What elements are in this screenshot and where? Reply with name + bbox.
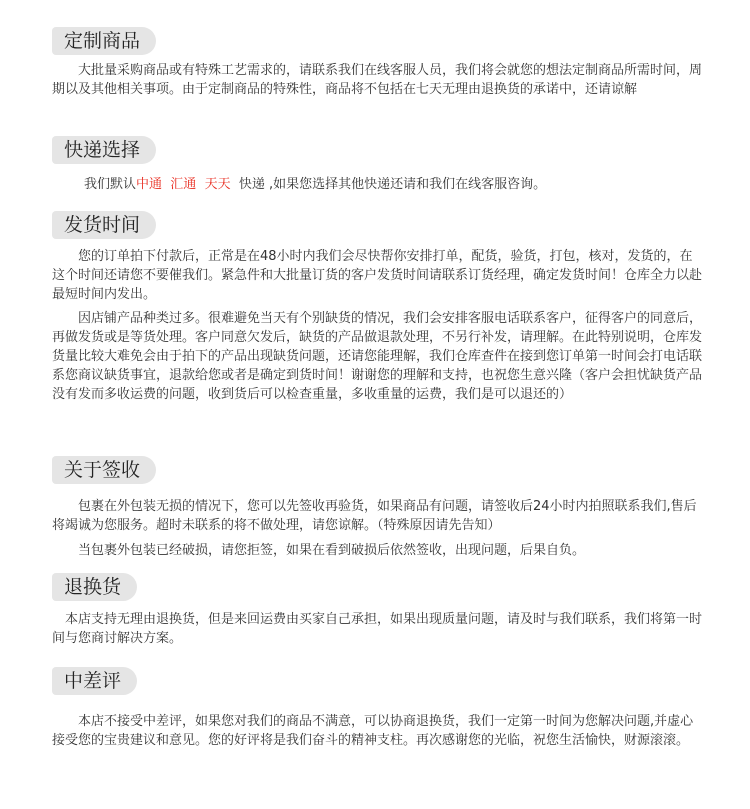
courier-prefix: 我们默认 [84, 177, 137, 192]
courier-zhongtong: 中通 [136, 177, 163, 192]
section-title-returns: 退换货 [52, 573, 137, 601]
section-title-reviews: 中差评 [52, 667, 137, 695]
section-title-shipping-time: 发货时间 [52, 211, 156, 239]
courier-text [84, 175, 704, 194]
courier-tiantian: 天天 [204, 177, 231, 192]
receipt-text-2: 当包裹外包装已经破损，请您拒签，如果在看到破损后依然签收，出现问题，后果自负。 [52, 543, 586, 558]
shipping-time-text-2: 因店铺产品种类过多。很难避免当天有个别缺货的情况，我们会安排客服电话联系客户，征得客户的同意后，再做发货或是等货处理。客户同意欠发后，缺货的产品做退款处理，不另行补发，请理解。在此特别说明，仓库发货量比较大难免会由于拍下的产品出现缺货问题，还请您能理解，我们仓库查件在接到您订单第一时间会打电话联系您商议缺货事宜，退款给您或者是确定到货时间！谢谢您的理解和支持，也祝您生意兴隆（客户会担忧缺货产品没有发而多收运费的问题，收到货后可以检查重量，多收重量的运费，我们是可以退还的） [52, 311, 703, 402]
section-title-receipt: 关于签收 [52, 456, 156, 484]
reviews-text: 本店不接受中差评，如果您对我们的商品不满意，可以协商退换货，我们一定第一时间为您解决问题,并虚心接受您的宝贵建议和意见。您的好评将是我们奋斗的精神支柱。再次感谢您的光临，祝您生活愉快，财源滚滚。 [52, 714, 694, 748]
shipping-time-text-1: 您的订单拍下付款后，正常是在48小时内我们会尽快帮你安排打单，配货，验货，打包，核对，发货的，在这个时间还请您不要催我们。紧急件和大批量订货的客户发货时间请联系订货经理，确定发货时间！仓库全力以赴最短时间内发出。 [52, 249, 703, 302]
custom-goods-text: 大批量采购商品或有特殊工艺需求的，请联系我们在线客服人员，我们将会就您的想法定制商品所需时间，周期以及其他相关事项。由于定制商品的特殊性，商品将不包括在七天无理由退换货的承诺中，还请谅解 [52, 63, 703, 97]
receipt-text-1: 包裹在外包装无损的情况下，您可以先签收再验货，如果商品有问题，请签收后24小时内拍照联系我们,售后将竭诚为您服务。超时未联系的将不做处理，请您谅解。（特殊原因请先告知） [52, 499, 697, 533]
courier-suffix: 快递 ,如果您选择其他快递还请和我们在线客服咨询。 [238, 177, 547, 192]
returns-text: 本店支持无理由退换货，但是来回运费由买家自己承担，如果出现质量问题，请及时与我们联系，我们将第一时间与您商讨解决方案。 [52, 612, 703, 646]
section-title-courier-choice: 快递选择 [52, 136, 156, 164]
courier-huitong: 汇通 [170, 177, 197, 192]
section-title-custom-goods: 定制商品 [52, 27, 156, 55]
